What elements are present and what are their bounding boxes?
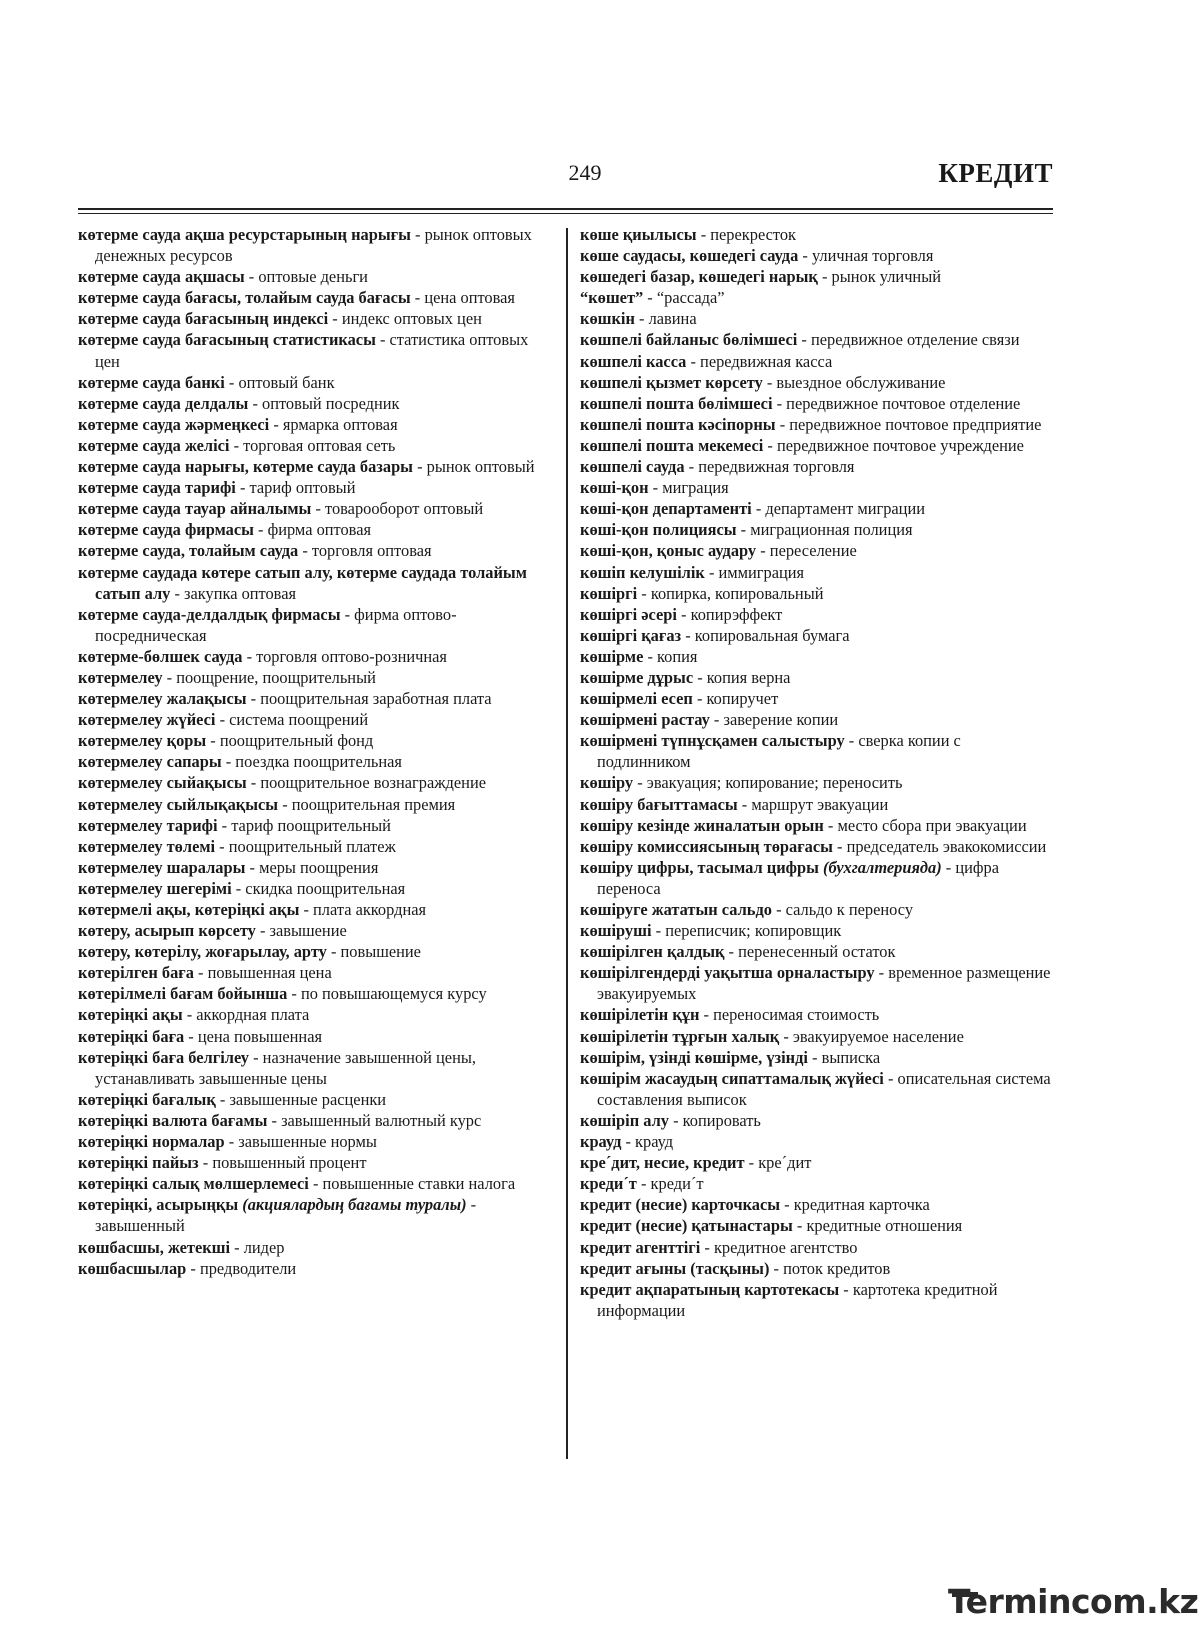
entry-term: көтерілмелі бағам бойынша: [78, 984, 288, 1004]
entry-translation: тариф оптовый: [249, 478, 356, 498]
entry-term: көтермелеу: [78, 667, 163, 687]
entry-translation: картотека кредитной информации: [597, 1279, 998, 1320]
entry-translation: аккордная плата: [196, 1005, 310, 1025]
entry-translation: “рассада”: [656, 288, 725, 308]
entry-translation: товарооборот оптовый: [325, 499, 484, 519]
dictionary-entry: көшіп келушілік - иммиграция: [580, 562, 805, 582]
entry-translation: назначение завышенной цены, устанавливать завышенные цены: [95, 1047, 476, 1088]
dictionary-entry: креди´т - креди´т: [580, 1174, 704, 1194]
entry-term: көшіп келушілік: [580, 562, 705, 582]
entry-translation: заверение копии: [723, 710, 839, 730]
entry-translation: маршрут эвакуации: [751, 794, 889, 814]
dictionary-entry: көші-қон полициясы - миграционная полиция: [580, 520, 913, 540]
entry-translation: креди´т: [650, 1174, 704, 1194]
entry-translation: копировальная бумага: [694, 625, 850, 645]
entry-term: көшірілетін құн: [580, 1005, 700, 1025]
entry-term: көшіру кезінде жиналатын орын: [580, 815, 824, 835]
entry-translation: меры поощрения: [259, 857, 379, 877]
dictionary-entry: көшіргі - копирка, копировальный: [580, 583, 824, 603]
entry-term: көшірмелі есеп: [580, 689, 693, 709]
entry-term: көтерме сауда ақша ресурстарының нарығы: [78, 225, 411, 244]
entry-term: көшпелі касса: [580, 351, 687, 371]
entry-translation: торговая оптовая сеть: [243, 435, 396, 455]
dictionary-entry: көшіру комиссиясының төрағасы - председатель эвакокомиссии: [580, 836, 1047, 856]
entry-translation: цифра переноса: [597, 857, 999, 898]
entry-term: кредит ақпаратының картотекасы: [580, 1279, 840, 1299]
entry-translation: ярмарка оптовая: [282, 414, 398, 434]
entry-translation: тариф поощрительный: [231, 815, 391, 835]
dictionary-entry: көшірме дұрыс - копия верна: [580, 667, 791, 687]
entry-translation: департамент миграции: [765, 499, 925, 519]
entry-term: көшіру бағыттамасы: [580, 794, 738, 814]
entry-translation: передвижное почтовое предприятие: [789, 414, 1042, 434]
entry-term: көшедегі базар, көшедегі нарық: [580, 267, 818, 287]
entry-translation: система поощрений: [229, 710, 369, 730]
dictionary-entry: көтерме саудада көтере сатып алу, көтерме саудада толайым сатып алу - закупка оптовая: [78, 562, 527, 603]
dictionary-entry: көтермелеу жүйесі - система поощрений: [78, 710, 369, 730]
entry-term: көтерме сауда желісі: [78, 435, 230, 455]
entry-term: көшірім жасаудың сипаттамалық жүйесі: [580, 1068, 884, 1088]
entry-translation: завышенный валютный курс: [281, 1110, 482, 1130]
entry-term: көтеру, көтерілу, жоғарылау, арту: [78, 942, 327, 962]
entry-term: көшпелі байланыс бөлімшесі: [580, 330, 798, 350]
entry-term: көтерме сауда нарығы, көтерме сауда базары: [78, 457, 413, 477]
dictionary-entry: көшіру - эвакуация; копирование; переносить: [580, 773, 903, 793]
dictionary-entry: көшірім, үзінді көшірме, үзінді - выписка: [580, 1047, 881, 1067]
entry-term: көтерме сауда бағасының статистикасы: [78, 330, 376, 350]
dictionary-entry: көтерме сауда делдалы - оптовый посредник: [78, 393, 400, 413]
entry-translation: поощрительный платеж: [228, 836, 396, 856]
entry-term: “көшет”: [580, 288, 644, 308]
entry-term: көтеріңкі баға: [78, 1026, 185, 1046]
dictionary-entry: көшірілгендерді уақытша орналастыру - временное размещение эвакуируемых: [580, 963, 1051, 1004]
dictionary-entry: көшірмені растау - заверение копии: [580, 710, 839, 730]
entry-term: көтеріңкі ақы: [78, 1005, 183, 1025]
dictionary-entry: көшіруге жататын сальдо - сальдо к переносу: [580, 900, 914, 919]
dictionary-entry: көші-қон - миграция: [580, 478, 729, 498]
dictionary-entry: көтермелеу тарифі - тариф поощрительный: [78, 815, 391, 835]
entry-term: көтерме сауда бағасының индексі: [78, 309, 329, 329]
entry-translation: кредитные отношения: [806, 1216, 963, 1236]
entry-translation: копия верна: [706, 667, 791, 687]
entry-term: көшпелі сауда: [580, 457, 685, 477]
dictionary-entry: көшіргі қағаз - копировальная бумага: [580, 625, 850, 645]
entry-translation: кредитная карточка: [793, 1195, 930, 1215]
dictionary-entry: көшіріп алу - копировать: [580, 1110, 761, 1130]
entry-term: көшіргі қағаз: [580, 625, 682, 645]
dictionary-entry: кредит агенттігі - кредитное агентство: [580, 1237, 858, 1257]
entry-translation: поощрительный фонд: [219, 731, 374, 751]
dictionary-entry: көтеріңкі бағалық - завышенные расценки: [78, 1089, 387, 1109]
entry-translation: переселение: [769, 541, 857, 561]
entry-term: көшірілген қалдық: [580, 942, 725, 962]
entry-translation: завышенные расценки: [229, 1089, 387, 1109]
entry-term: көтерме саудада көтере сатып алу, көтерме саудада толайым сатып алу: [78, 562, 527, 603]
dictionary-entry: көтерме сауда банкі - оптовый банк: [78, 372, 335, 392]
dictionary-entry: көтерме сауда желісі - торговая оптовая сеть: [78, 435, 396, 455]
entry-term: көтерме сауда ақшасы: [78, 267, 245, 287]
entry-translation: поощрительная премия: [291, 794, 456, 814]
entry-term: көшпелі пошта кәсіпорны: [580, 414, 776, 434]
entry-translation: фирма оптовая: [267, 520, 372, 540]
entry-translation: цена оптовая: [424, 288, 515, 308]
dictionary-entry: көші-қон департаменті - департамент миграции: [580, 499, 925, 519]
entry-translation: по повышающемуся курсу: [300, 984, 487, 1004]
dictionary-entry: көшпелі байланыс бөлімшесі - передвижное отделение связи: [580, 330, 1020, 350]
dictionary-entry: көтермелеу сыйақысы - поощрительное вознаграждение: [78, 773, 486, 793]
entry-translation: повышенные ставки налога: [322, 1174, 516, 1194]
entry-translation: передвижное почтовое отделение: [786, 393, 1021, 413]
entry-term: көтермелеу жүйесі: [78, 710, 216, 730]
dictionary-entry: көтерме сауда ақша ресурстарының нарығы - рынок оптовых денежных ресурсов: [78, 225, 532, 266]
dictionary-entry: көшпелі сауда - передвижная торговля: [580, 457, 855, 477]
dictionary-entry: көтермелеу қоры - поощрительный фонд: [78, 731, 374, 751]
dictionary-entry: көшбасшы, жетекші - лидер: [78, 1237, 285, 1257]
entry-translation: кре´дит: [758, 1153, 812, 1173]
entry-term: көшкін: [580, 309, 635, 329]
entry-translation: переносимая стоимость: [713, 1005, 880, 1025]
dictionary-entry: кредит (несие) қатынастары - кредитные отношения: [580, 1216, 963, 1236]
entry-translation: описательная система составления выписок: [597, 1068, 1051, 1109]
entry-translation: перекресток: [710, 225, 797, 244]
page-number: 249: [568, 160, 602, 185]
entry-translation: поощрительное вознаграждение: [260, 773, 486, 793]
entry-translation: выписка: [821, 1047, 881, 1067]
entry-translation: повышенный процент: [212, 1153, 367, 1173]
entry-translation: поощрительная заработная плата: [260, 689, 492, 709]
entry-translation: копиручет: [706, 689, 779, 709]
entry-term: көшпелі пошта бөлімшесі: [580, 393, 773, 413]
dictionary-entry: көтеріңкі валюта бағамы - завышенный валютный курс: [78, 1110, 482, 1130]
site-logo: [948, 1582, 1198, 1624]
entry-translation: копирэффект: [690, 604, 783, 624]
entry-term: көтерілген баға: [78, 963, 194, 983]
entry-term: көтеріңкі пайыз: [78, 1153, 199, 1173]
dictionary-entry: көтермелеу - поощрение, поощрительный: [78, 667, 376, 687]
entry-term: көше саудасы, көшедегі сауда: [580, 246, 799, 266]
entry-translation: завышенные нормы: [238, 1132, 377, 1152]
entry-term: көші-қон полициясы: [580, 520, 737, 540]
entry-term: көтермелеу төлемі: [78, 836, 216, 856]
entry-term: көтерме сауда банкі: [78, 372, 225, 392]
dictionary-entry: көшіру цифры, тасымал цифры (бухгалтерияда) - цифра переноса: [580, 857, 999, 898]
dictionary-entry: көтермелеу төлемі - поощрительный платеж: [78, 836, 396, 856]
entry-term: көшіргі әсері: [580, 604, 677, 624]
dictionary-entry: көтеріңкі баға - цена повышенная: [78, 1026, 323, 1046]
entry-term: көшірілгендерді уақытша орналастыру: [580, 963, 875, 983]
dictionary-entry: көшірілген қалдық - перенесенный остаток: [580, 942, 896, 962]
entry-translation: оптовые деньги: [258, 267, 368, 287]
entry-translation: завышенный: [95, 1216, 185, 1236]
dictionary-entry: көше қиылысы - перекресток: [580, 225, 797, 244]
entry-translation: передвижная касса: [700, 351, 833, 371]
right-column: [580, 224, 1058, 1321]
dictionary-entry: көтеріңкі, асырыңқы (акциялардың бағамы туралы) - завышенный: [78, 1195, 477, 1236]
dictionary-entry: көшірім жасаудың сипаттамалық жүйесі - описательная система составления выписок: [580, 1068, 1051, 1109]
entry-translation: рынок уличный: [831, 267, 941, 287]
dictionary-entry: көшіргі әсері - копирэффект: [580, 604, 783, 624]
entry-translation: иммиграция: [718, 562, 805, 582]
entry-term: көшпелі пошта мекемесі: [580, 435, 764, 455]
entry-translation: рынок оптовых денежных ресурсов: [95, 225, 532, 266]
entry-translation: место сбора при эвакуации: [837, 815, 1027, 835]
dictionary-entry: көшірмелі есеп - копиручет: [580, 689, 779, 709]
entry-term: көші-қон, қоныс аудару: [580, 541, 757, 561]
dictionary-entry: көші-қон, қоныс аудару - переселение: [580, 541, 857, 561]
entry-translation: переписчик; копировщик: [665, 921, 842, 941]
dictionary-entry: крауд - крауд: [580, 1132, 674, 1152]
entry-term: көшіруге жататын сальдо: [580, 900, 772, 919]
dictionary-entry: көтеріңкі салық мөлшерлемесі - повышенные ставки налога: [78, 1174, 516, 1194]
entry-translation: миграционная полиция: [750, 520, 913, 540]
entry-translation: поездка поощрительная: [235, 752, 402, 772]
entry-translation: крауд: [635, 1132, 674, 1152]
dictionary-entry: көшіруші - переписчик; копировщик: [580, 921, 842, 941]
dictionary-entry: көшірілетін құн - переносимая стоимость: [580, 1005, 880, 1025]
dictionary-entry: кредит (несие) карточкасы - кредитная карточка: [580, 1195, 930, 1215]
entry-term: көтерме сауда тауар айналымы: [78, 499, 312, 519]
dictionary-entry: көтермелеу жалақысы - поощрительная заработная плата: [78, 689, 492, 709]
running-head: КРЕДИТ: [938, 158, 1053, 188]
entry-translation: перенесенный остаток: [738, 942, 896, 962]
entry-term: көші-қон департаменті: [580, 499, 752, 519]
entry-term: көшірілетін тұрғын халық: [580, 1026, 780, 1046]
dictionary-entry: кредит ақпаратының картотекасы - картотека кредитной информации: [580, 1279, 998, 1320]
dictionary-entry: көтерме-бөлшек сауда - торговля оптово-розничная: [78, 646, 447, 666]
entry-term: көтермелеу қоры: [78, 731, 207, 751]
entry-term: көтерме сауда тарифі: [78, 478, 236, 498]
entry-translation: председатель эвакокомиссии: [846, 836, 1047, 856]
entry-term: көтерме сауда-делдалдық фирмасы: [78, 604, 341, 624]
entry-term: көтермелеу шегерімі: [78, 878, 232, 898]
dictionary-entry: көшпелі пошта кәсіпорны - передвижное почтовое предприятие: [580, 414, 1042, 434]
entry-term: көшіру комиссиясының төрағасы: [580, 836, 833, 856]
entry-translation: завышение: [269, 921, 347, 941]
entry-translation: рынок оптовый: [426, 457, 535, 477]
dictionary-entry: көшедегі базар, көшедегі нарық - рынок уличный: [580, 267, 941, 287]
entry-term: көтеріңкі баға белгілеу: [78, 1047, 250, 1067]
entry-term: көшбасшы, жетекші: [78, 1237, 231, 1257]
dictionary-entry: көтеріңкі баға белгілеу - назначение завышенной цены, устанавливать завышенные цены: [78, 1047, 476, 1088]
entry-translation: выездное обслуживание: [776, 372, 946, 392]
entry-term: кредит ағыны (тасқыны): [580, 1258, 770, 1278]
entry-translation: скидка поощрительная: [245, 878, 406, 898]
entry-term: көтеру, асырып көрсету: [78, 921, 256, 941]
dictionary-entry: көтермелеу сыйлықақысы - поощрительная премия: [78, 794, 456, 814]
entry-term: көтермелеу сапары: [78, 752, 222, 772]
entry-translation: оптовый банк: [238, 372, 335, 392]
entry-translation: эвакуируемое население: [792, 1026, 964, 1046]
left-column: [78, 224, 550, 1279]
dictionary-entry: көтермелеу шегерімі - скидка поощрительная: [78, 878, 406, 898]
entry-term: кредит (несие) қатынастары: [580, 1216, 793, 1236]
dictionary-entry: көтермелеу сапары - поездка поощрительная: [78, 752, 402, 772]
entry-term: көшірім, үзінді көшірме, үзінді: [580, 1047, 808, 1067]
entry-term: көтеріңкі бағалық: [78, 1089, 216, 1109]
dictionary-entry: көтерме сауда нарығы, көтерме сауда базары - рынок оптовый: [78, 457, 535, 477]
dictionary-entry: көшіру бағыттамасы - маршрут эвакуации: [580, 794, 889, 814]
entry-translation: временное размещение эвакуируемых: [597, 963, 1051, 1004]
entry-term: көтеріңкі валюта бағамы: [78, 1110, 268, 1130]
dictionary-entry: көтерілген баға - повышенная цена: [78, 963, 332, 983]
entry-translation: цена повышенная: [197, 1026, 323, 1046]
dictionary-entry: көтерме сауда бағасының индексі - индекс оптовых цен: [78, 309, 482, 329]
entry-term: көшіруші: [580, 921, 652, 941]
dictionary-entry: көтеру, асырып көрсету - завышение: [78, 921, 347, 941]
dictionary-entry: көтерме сауда бағасының статистикасы - статистика оптовых цен: [78, 330, 529, 371]
dictionary-entry: көшірілетін тұрғын халық - эвакуируемое население: [580, 1026, 964, 1046]
entry-term: көтерме сауда фирмасы: [78, 520, 254, 540]
entry-translation: фирма оптово-посредническая: [95, 604, 457, 645]
entry-translation: копирка, копировальный: [650, 583, 824, 603]
entry-translation: лидер: [243, 1237, 285, 1257]
entry-translation: кредитное агентство: [713, 1237, 858, 1257]
dictionary-entry: көтеріңкі нормалар - завышенные нормы: [78, 1132, 377, 1152]
entry-term: көтермелеу шаралары: [78, 857, 246, 877]
entry-term: көтермелі ақы, көтеріңкі ақы: [78, 900, 300, 919]
dictionary-entry: көтерме сауда жәрмеңкесі - ярмарка оптовая: [78, 414, 398, 434]
dictionary-entry: көтерме сауда бағасы, толайым сауда бағасы - цена оптовая: [78, 288, 515, 308]
dictionary-entry: көшірме - копия: [580, 646, 698, 666]
entry-term: көшірме: [580, 646, 644, 666]
entry-translation: эвакуация; копирование; переносить: [646, 773, 903, 793]
entry-translation: поощрение, поощрительный: [176, 667, 376, 687]
dictionary-entry: көтерме сауда, толайым сауда - торговля оптовая: [78, 541, 432, 561]
dictionary-entry: көтеру, көтерілу, жоғарылау, арту - повышение: [78, 942, 421, 962]
dictionary-entry: көтермелеу шаралары - меры поощрения: [78, 857, 379, 877]
dictionary-entry: көшпелі касса - передвижная касса: [580, 351, 833, 371]
entry-translation: статистика оптовых цен: [95, 330, 529, 371]
dictionary-entry: “көшет” - “рассада”: [580, 288, 725, 308]
entry-translation: повышенная цена: [207, 963, 332, 983]
dictionary-entry: көшбасшылар - предводители: [78, 1258, 297, 1278]
entry-translation: сверка копии с подлинником: [597, 731, 961, 772]
entry-term: көтерме сауда делдалы: [78, 393, 249, 413]
entry-term: көшбасшылар: [78, 1258, 187, 1278]
entry-translation: передвижное почтовое учреждение: [776, 435, 1024, 455]
dictionary-entry: көшпелі пошта мекемесі - передвижное почтовое учреждение: [580, 435, 1024, 455]
entry-term: көшіру: [580, 773, 634, 793]
entry-term: көшіріп алу: [580, 1110, 669, 1130]
entry-term: көтермелеу жалақысы: [78, 689, 247, 709]
dictionary-entry: көтермелі ақы, көтеріңкі ақы - плата аккордная: [78, 900, 427, 919]
header-rule-thin: [78, 213, 1053, 214]
entry-term: көтерме сауда, толайым сауда: [78, 541, 299, 561]
entry-translation: повышение: [340, 942, 421, 962]
entry-translation: миграция: [662, 478, 729, 498]
entry-term: кредит агенттігі: [580, 1237, 701, 1257]
dictionary-entry: көтерме сауда тарифі - тариф оптовый: [78, 478, 356, 498]
dictionary-entry: көтерме сауда ақшасы - оптовые деньги: [78, 267, 368, 287]
entry-term: көтермелеу сыйақысы: [78, 773, 247, 793]
entry-translation: поток кредитов: [783, 1258, 891, 1278]
logo-text: Termincom.kz: [948, 1582, 1198, 1621]
entry-translation: предводители: [199, 1258, 297, 1278]
entry-translation: торговля оптово-розничная: [256, 646, 447, 666]
entry-term: көшіру цифры, тасымал цифры: [580, 857, 819, 877]
dictionary-entry: көтеріңкі ақы - аккордная плата: [78, 1005, 310, 1025]
entry-term: көтеріңкі салық мөлшерлемесі: [78, 1174, 309, 1194]
entry-translation: передвижное отделение связи: [810, 330, 1020, 350]
entry-term: көшірме дұрыс: [580, 667, 694, 687]
entry-term: көші-қон: [580, 478, 649, 498]
entry-term: кредит (несие) карточкасы: [580, 1195, 781, 1215]
entry-translation: оптовый посредник: [262, 393, 400, 413]
entry-term: крауд: [580, 1132, 622, 1152]
entry-term: көшірмені растау: [580, 710, 710, 730]
entry-term: креди´т: [580, 1174, 637, 1194]
entry-term: көшіргі: [580, 583, 638, 603]
entry-translation: сальдо к переносу: [785, 900, 914, 919]
entry-translation: лавина: [648, 309, 697, 329]
dictionary-entry: көшкін - лавина: [580, 309, 697, 329]
entry-translation: закупка оптовая: [184, 583, 297, 603]
dictionary-entry: көтерме сауда тауар айналымы - товарооборот оптовый: [78, 499, 484, 519]
dictionary-entry: көшпелі қызмет көрсету - выездное обслуживание: [580, 372, 946, 392]
dictionary-entry: көше саудасы, көшедегі сауда - уличная торговля: [580, 246, 934, 266]
entry-translation: плата аккордная: [313, 900, 427, 919]
dictionary-entry: кредит ағыны (тасқыны) - поток кредитов: [580, 1258, 891, 1278]
dictionary-entry: кре´дит, несие, кредит - кре´дит: [580, 1153, 812, 1173]
entry-translation: копировать: [682, 1110, 761, 1130]
dictionary-entry: көтерме сауда фирмасы - фирма оптовая: [78, 520, 372, 540]
dictionary-entry: көтерілмелі бағам бойынша - по повышающемуся курсу: [78, 984, 487, 1004]
entry-term: көшірмені түпнұсқамен салыстыру: [580, 731, 845, 751]
header-rule-thick: [78, 208, 1053, 210]
dictionary-entry: көшпелі пошта бөлімшесі - передвижное почтовое отделение: [580, 393, 1021, 413]
entry-translation: копия: [657, 646, 698, 666]
column-divider: [566, 228, 568, 1459]
dictionary-entry: көтеріңкі пайыз - повышенный процент: [78, 1153, 367, 1173]
entry-translation: уличная торговля: [811, 246, 934, 266]
entry-note: (акциялардың бағамы туралы): [242, 1195, 467, 1215]
entry-term: көтеріңкі нормалар: [78, 1132, 225, 1152]
entry-note: (бухгалтерияда): [823, 857, 942, 877]
entry-term: көшпелі қызмет көрсету: [580, 372, 763, 392]
entry-term: көтермелеу сыйлықақысы: [78, 794, 279, 814]
dictionary-entry: көшірмені түпнұсқамен салыстыру - сверка копии с подлинником: [580, 731, 961, 772]
entry-term: көтеріңкі, асырыңқы: [78, 1195, 239, 1215]
entry-translation: торговля оптовая: [311, 541, 432, 561]
dictionary-entry: көтерме сауда-делдалдық фирмасы - фирма оптово-посредническая: [78, 604, 457, 645]
entry-term: көтерме сауда жәрмеңкесі: [78, 414, 270, 434]
entry-translation: индекс оптовых цен: [341, 309, 482, 329]
entry-term: көтерме сауда бағасы, толайым сауда бағасы: [78, 288, 411, 308]
dictionary-entry: көшіру кезінде жиналатын орын - место сбора при эвакуации: [580, 815, 1027, 835]
entry-term: көтермелеу тарифі: [78, 815, 218, 835]
entry-term: көтерме-бөлшек сауда: [78, 646, 243, 666]
entry-term: көше қиылысы: [580, 225, 697, 244]
entry-term: кре´дит, несие, кредит: [580, 1153, 745, 1173]
entry-translation: передвижная торговля: [698, 457, 855, 477]
